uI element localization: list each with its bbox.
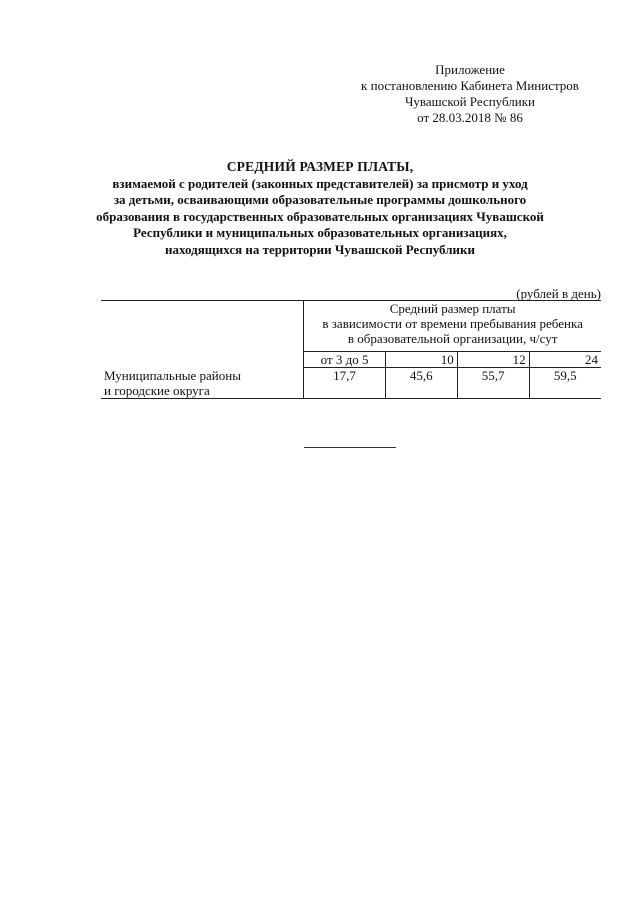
subheader-cell: 10 [385, 352, 457, 368]
subheader-cell: 24 [529, 352, 601, 368]
row-label-line: Муниципальные районы [104, 367, 241, 383]
value-cell: 45,6 [385, 368, 457, 399]
title-main: СРЕДНИЙ РАЗМЕР ПЛАТЫ, [226, 159, 414, 174]
appendix-line: Чувашской Республики [404, 94, 536, 109]
subheader-cell: от 3 до 5 [304, 352, 386, 368]
document-title [95, 159, 545, 258]
appendix-line: к постановлению Кабинета Министров [361, 78, 579, 93]
header-line: в зависимости от времени пребывания ребенка [322, 316, 583, 331]
table-header-row [101, 301, 601, 352]
value-cell: 17,7 [304, 368, 386, 399]
row-label-cell [101, 368, 304, 399]
table-row [101, 368, 601, 399]
title-line: Республики и муниципальных образовательных организациях, [133, 225, 507, 240]
title-line: за детьми, осваивающими образовательные программы дошкольного [113, 192, 527, 207]
title-line: образования в государственных образовательных организациях Чувашской [96, 208, 544, 224]
subheader-cell: 12 [457, 352, 529, 368]
separator-line [304, 447, 396, 448]
units-label: (рублей в день) [516, 286, 601, 301]
table-header-cell [304, 301, 601, 352]
title-line: находящихся на территории Чувашской Республики [165, 241, 475, 257]
appendix-line: Приложение [435, 62, 505, 77]
header-line: в образовательной организации, ч/сут [347, 331, 558, 346]
fee-table [101, 300, 601, 399]
header-line: Средний размер платы [389, 301, 516, 316]
appendix-header [340, 62, 600, 126]
value-cell: 59,5 [529, 368, 601, 399]
value-cell: 55,7 [457, 368, 529, 399]
appendix-line: от 28.03.2018 № 86 [417, 110, 523, 125]
row-label-line: и городские округа [104, 382, 210, 398]
table-corner-cell [101, 301, 304, 368]
title-line: взимаемой с родителей (законных представителей) за присмотр и уход [112, 175, 528, 191]
